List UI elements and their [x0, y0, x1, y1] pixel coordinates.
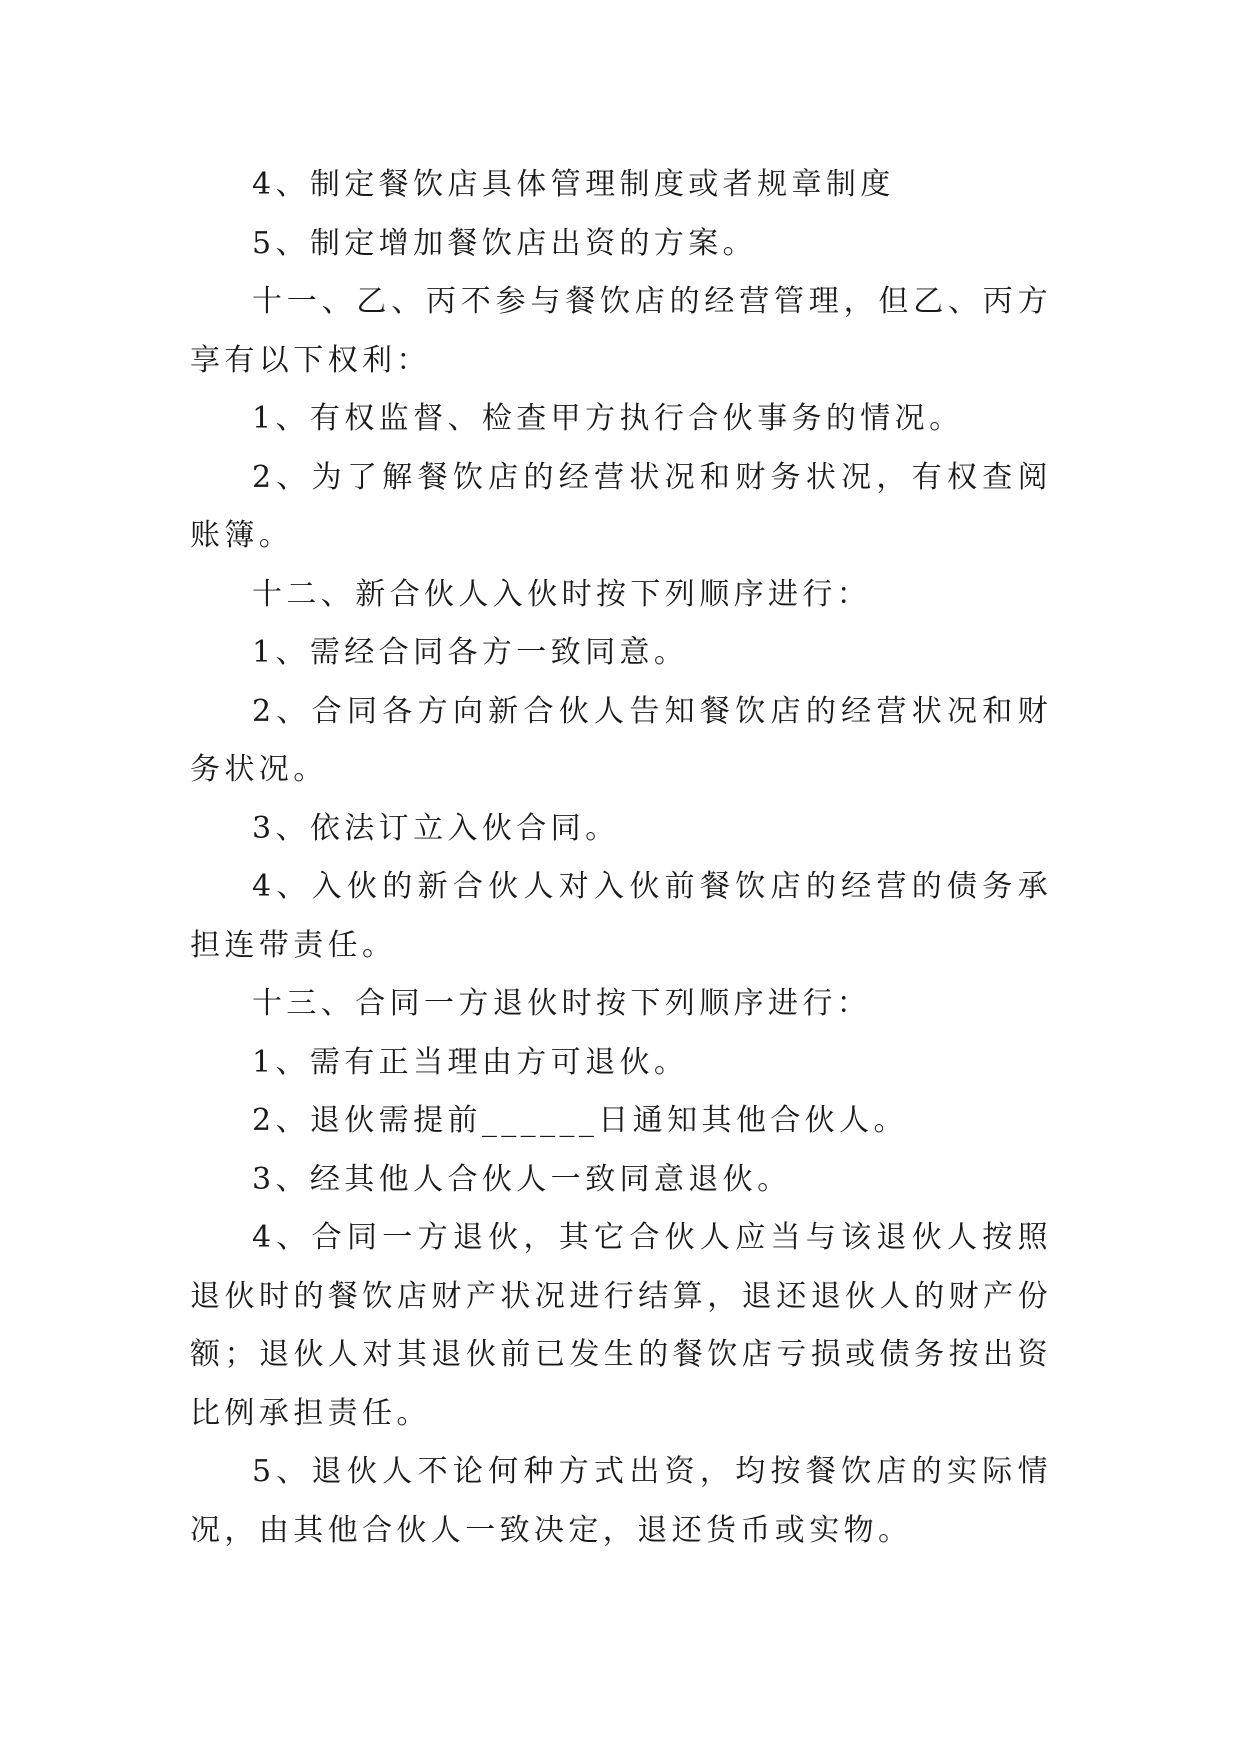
- paragraph-right-review-books: 2、为了解餐饮店的经营状况和财务状况，有权查阅账簿。: [190, 459, 1052, 553]
- section-thirteen-heading: 十三、合同一方退伙时按下列顺序进行：: [252, 986, 872, 1021]
- section-eleven-heading: 十一、乙、丙不参与餐饮店的经营管理，但乙、丙方享有以下权利：: [190, 284, 1052, 378]
- paragraph-withdraw-notice: 2、退伙需提前______日通知其他合伙人。: [252, 1103, 908, 1138]
- paragraph-right-supervise: 1、有权监督、检查甲方执行合伙事务的情况。: [252, 401, 964, 436]
- paragraph-join-liability: 4、入伙的新合伙人对入伙前餐饮店的经营的债务承担连带责任。: [190, 869, 1052, 963]
- paragraph-withdraw-consent: 3、经其他人合伙人一致同意退伙。: [252, 1161, 792, 1197]
- paragraph-join-consent: 1、需经合同各方一致同意。: [252, 635, 689, 670]
- paragraph-item-5: 5、制定增加餐饮店出资的方案。: [252, 225, 758, 261]
- paragraph-join-disclosure: 2、合同各方向新合伙人告知餐饮店的经营状况和财务状况。: [190, 693, 1052, 787]
- paragraph-withdraw-reason: 1、需有正当理由方可退伙。: [252, 1044, 689, 1080]
- document-body: [190, 156, 1052, 1560]
- paragraph-withdraw-refund: 5、退伙人不论何种方式出资，均按餐饮店的实际情况，由其他合伙人一致决定，退还货币或实物。: [190, 1454, 1052, 1548]
- section-twelve-heading: 十二、新合伙人入伙时按下列顺序进行：: [252, 576, 872, 612]
- paragraph-join-contract: 3、依法订立入伙合同。: [252, 810, 620, 846]
- paragraph-item-4: 4、制定餐饮店具体管理制度或者规章制度: [252, 167, 895, 202]
- paragraph-withdraw-settlement: 4、合同一方退伙，其它合伙人应当与该退伙人按照退伙时的餐饮店财产状况进行结算，退还退伙人的财产份额；退伙人对其退伙前已发生的餐饮店亏损或债务按出资比例承担责任。: [190, 1220, 1052, 1431]
